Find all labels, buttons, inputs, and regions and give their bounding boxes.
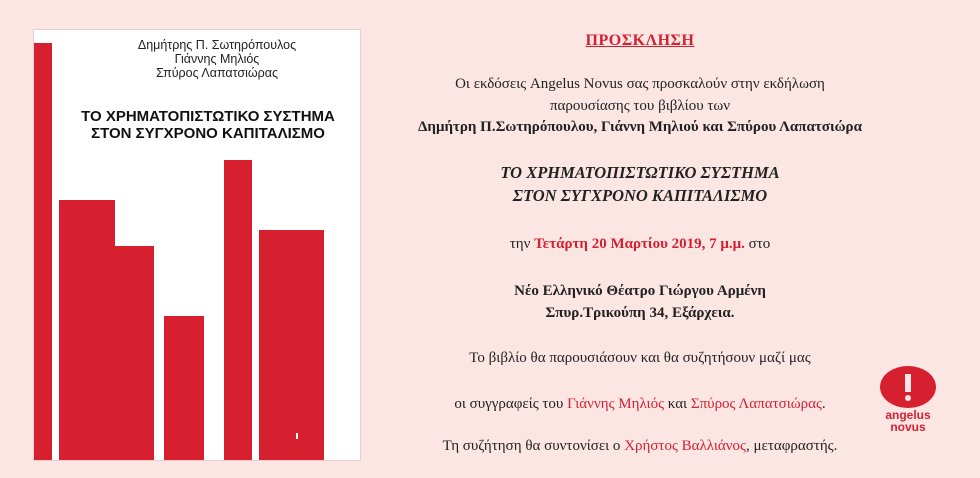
cover-title-line-1: ΤΟ ΧΡΗΜΑΤΟΠΙΣΤΩΤΙΚΟ ΣΥΣΤΗΜΑ [81, 108, 335, 125]
cover-bar-4 [164, 316, 204, 460]
cover-authors [34, 38, 360, 80]
date-prefix: την [509, 236, 535, 252]
moderator-name: Χρήστος Βαλλιάνος [624, 438, 746, 454]
date-suffix: στο [744, 236, 771, 252]
speakers-prefix: οι συγγραφείς του [454, 396, 568, 412]
book-cover [34, 30, 360, 460]
invitation-heading: ΠΡΟΣΚΛΗΣΗ [585, 32, 695, 49]
cover-title [62, 108, 354, 142]
moderator-suffix: , μεταφραστής. [746, 438, 838, 454]
cover-author-2: Γιάννης Μηλιός [174, 52, 260, 66]
publisher-logo-text [874, 409, 942, 433]
speakers-and: και [664, 396, 691, 412]
cover-bar-2 [59, 200, 115, 460]
speaker-2: Σπύρος Λαπατσιώρας [690, 396, 822, 412]
cover-bar-1 [34, 43, 52, 460]
cover-author-1: Δημήτρης Π. Σωτηρόπουλος [137, 38, 297, 52]
intro-line-1: Οι εκδόσεις Angelus Novus σας προσκαλούν στην εκδήλωση [455, 76, 825, 92]
cover-bar-3 [108, 246, 154, 460]
cover-bar-6 [259, 230, 324, 460]
authors-line: Δημήτρη Π.Σωτηρόπουλου, Γιάννη Μηλιού και Σπύρου Λαπατσιώρα [418, 119, 862, 135]
cover-publisher-name [278, 446, 316, 458]
logo-line-2: novus [890, 420, 926, 434]
publisher-logo [880, 366, 936, 438]
moderator-line [370, 438, 910, 455]
angelus-novus-logo-icon [880, 366, 936, 408]
book-title-line-1: ΤΟ ΧΡΗΜΑΤΟΠΙΣΤΩΤΙΚΟ ΣΥΣΤΗΜΑ [500, 163, 780, 182]
presentation-line: Το βιβλίο θα παρουσιάσουν και θα συζητήσουν μαζί μας [469, 350, 811, 366]
cover-title-line-2: ΣΤΟΝ ΣΥΓΧΡΟΝΟ ΚΑΠΙΤΑΛΙΣΜΟ [91, 125, 325, 142]
cover-author-3: Σπύρος Λαπατσιώρας [155, 66, 279, 80]
venue: Νέο Ελληνικό Θέατρο Γιώργου Αρμένη [514, 283, 766, 299]
logo-line-1: angelus [885, 408, 931, 422]
date-line [370, 236, 910, 253]
event-date: Τετάρτη 20 Μαρτίου 2019, 7 μ.μ. [534, 236, 745, 252]
intro-line-2: παρουσίασης του βιβλίου των [549, 98, 731, 114]
cover-publisher-line-2: novus [290, 452, 304, 458]
speakers-line [370, 396, 910, 413]
speaker-1: Γιάννης Μηλιός [567, 396, 665, 412]
address: Σπυρ.Τρικούπη 34, Εξάρχεια. [545, 305, 735, 321]
cover-bar-5 [224, 160, 252, 460]
speakers-suffix: . [821, 396, 826, 412]
moderator-prefix: Τη συζήτηση θα συντονίσει ο [442, 438, 625, 454]
cover-publisher-logo-icon [290, 430, 304, 444]
cover-publisher-line-1: angelus [288, 446, 306, 452]
book-title-line-2: ΣΤΟΝ ΣΥΓΧΡΟΝΟ ΚΑΠΙΤΑΛΙΣΜΟ [512, 186, 768, 205]
